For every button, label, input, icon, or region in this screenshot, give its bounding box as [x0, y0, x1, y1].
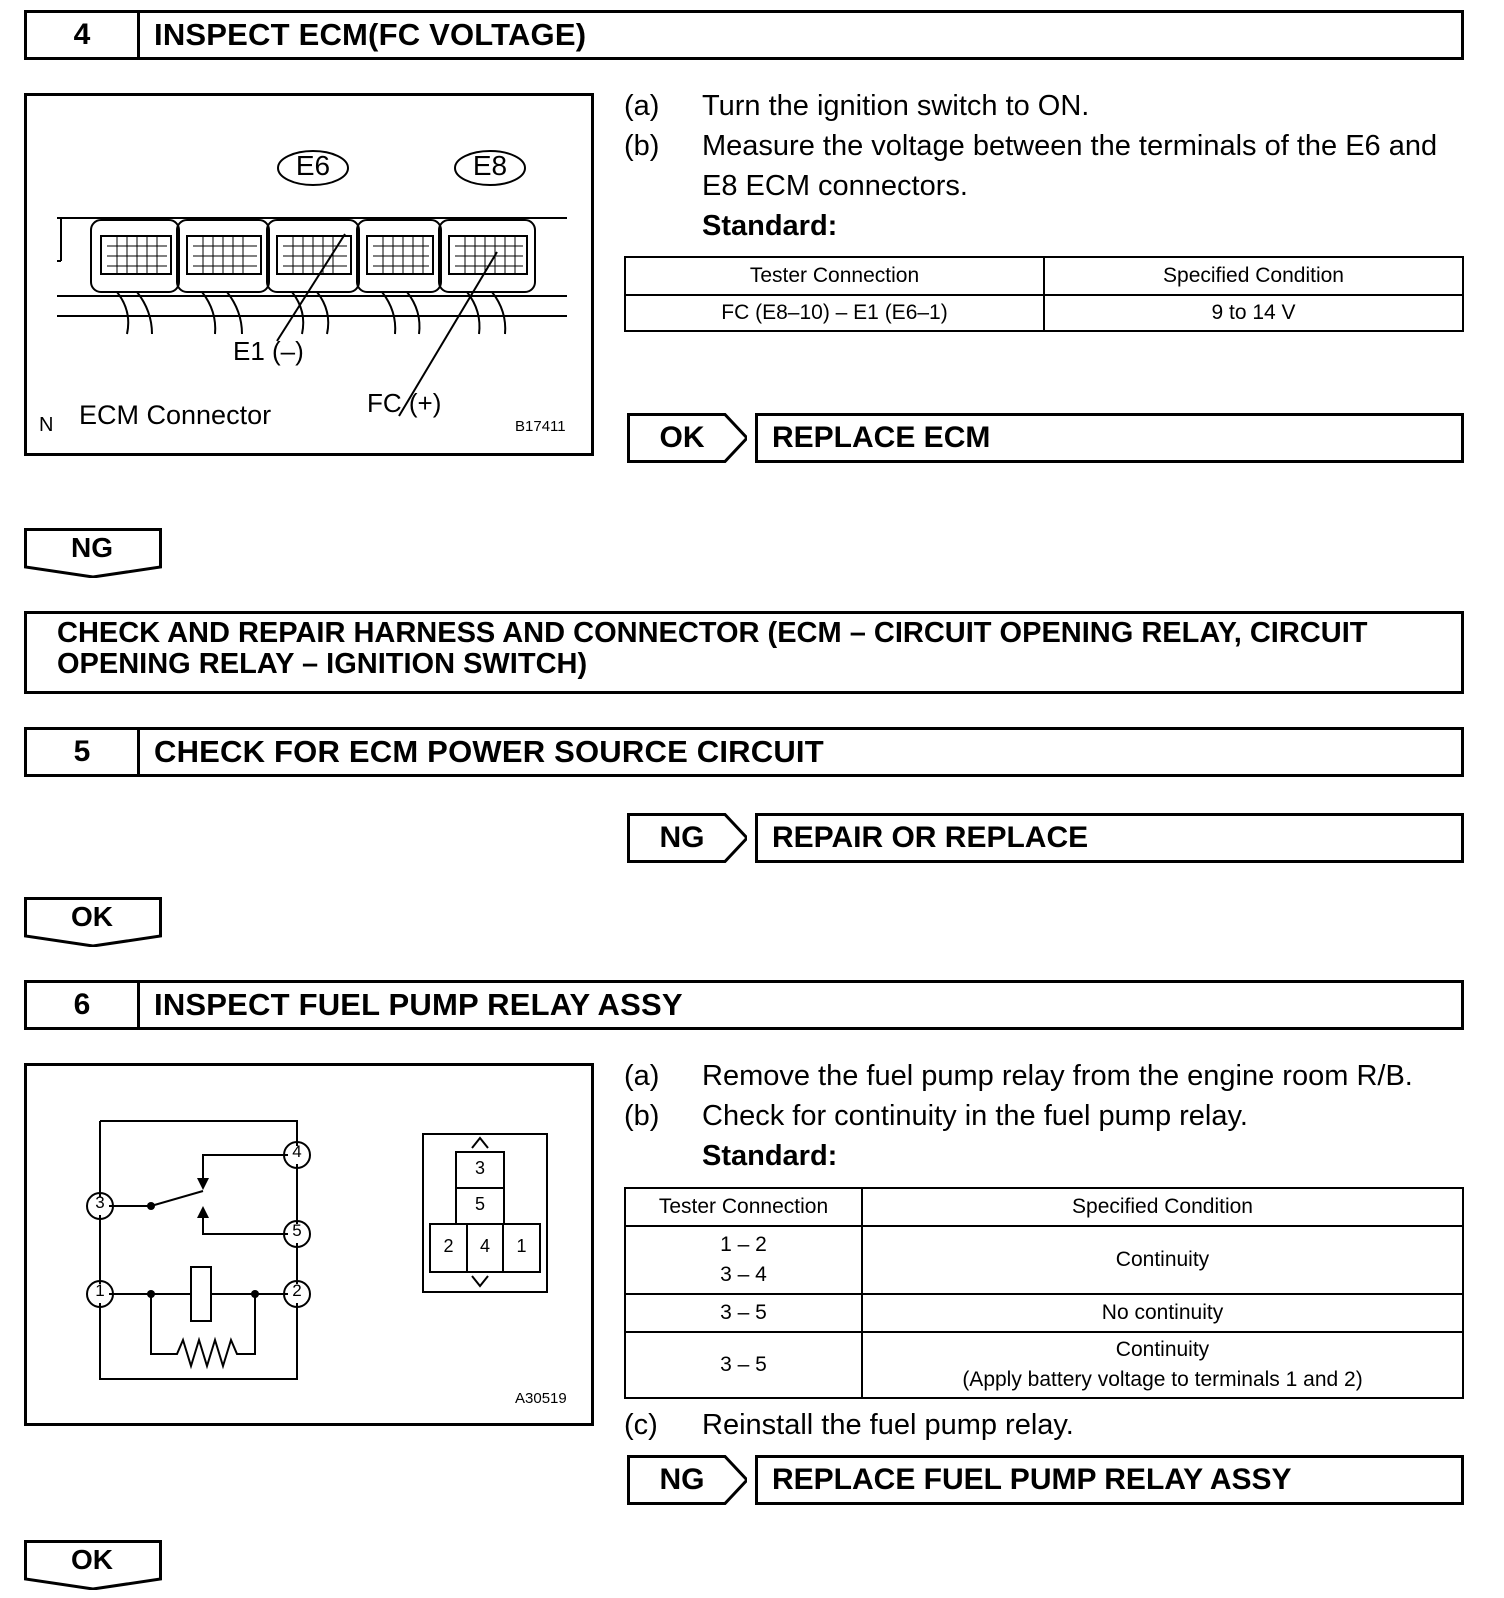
- ng-tag-label: NG: [659, 1463, 705, 1496]
- ng-tag-label: NG: [659, 821, 705, 854]
- standard-label: Standard:: [702, 210, 838, 242]
- relay-pin-label: 3: [474, 1158, 485, 1178]
- instruction-label: (a): [624, 1060, 660, 1092]
- step-number: 6: [27, 983, 140, 1027]
- relay-pin-label: 2: [443, 1236, 454, 1256]
- ecm-connector-figure: [24, 93, 594, 456]
- step-6-header: [24, 980, 1464, 1030]
- relay-pin-label: 5: [474, 1194, 485, 1214]
- figure-id: B17411: [515, 418, 566, 435]
- terminal-4-label: 4: [292, 1142, 302, 1161]
- ng-tag-label: NG: [71, 532, 113, 563]
- step-6-instruction-c: [624, 1405, 1464, 1445]
- cell-line: 1 – 2: [720, 1233, 767, 1256]
- step-title: INSPECT FUEL PUMP RELAY ASSY: [154, 987, 683, 1022]
- step-title: INSPECT ECM(FC VOLTAGE): [154, 17, 587, 52]
- step-6-instructions: [624, 1056, 1464, 1180]
- table-header: Specified Condition: [1044, 257, 1463, 295]
- ok-tag-label: OK: [659, 421, 705, 454]
- figure-id: A30519: [515, 1390, 567, 1407]
- ok-tag-label: OK: [71, 901, 113, 932]
- table-cell: 9 to 14 V: [1044, 295, 1463, 331]
- repair-harness-box: [24, 611, 1464, 694]
- table-header: Specified Condition: [862, 1188, 1463, 1226]
- corner-mark: N: [39, 414, 54, 436]
- step-6-ng-result: [627, 1455, 1464, 1505]
- instruction-text: Turn the ignition switch to ON.: [702, 90, 1090, 122]
- step-4-ok-result: [627, 413, 1464, 463]
- instruction-label: (b): [624, 130, 660, 162]
- step-5-ng-result: [627, 813, 1464, 863]
- table-cell: No continuity: [862, 1294, 1463, 1332]
- step-4-instructions: [624, 86, 1464, 256]
- fuel-pump-relay-figure: [24, 1063, 594, 1426]
- table-header: Tester Connection: [625, 1188, 862, 1226]
- step-6-spec-table: [624, 1187, 1464, 1399]
- instruction-text: Measure the voltage between the terminals of the E6 and: [702, 130, 1438, 162]
- step-4-header: [24, 10, 1464, 60]
- instruction-label: (b): [624, 1100, 660, 1132]
- step-number: 4: [27, 13, 140, 57]
- e1-terminal-label: E1 (–): [233, 336, 304, 366]
- step-title: CHECK FOR ECM POWER SOURCE CIRCUIT: [154, 734, 824, 769]
- ok-tag-label: OK: [71, 1544, 113, 1575]
- terminal-1-label: 1: [95, 1281, 105, 1300]
- table-cell: [862, 1332, 1463, 1398]
- table-cell: [625, 1226, 862, 1294]
- figure-caption: ECM Connector: [79, 400, 272, 430]
- result-action: REPAIR OR REPLACE: [755, 813, 1464, 863]
- step-4-spec-table: [624, 256, 1464, 332]
- relay-pin-label: 4: [479, 1236, 490, 1256]
- step-6-ok-tag: [24, 1540, 164, 1590]
- instruction-label: (c): [624, 1409, 658, 1441]
- table-row: [625, 1226, 1463, 1294]
- table-cell: FC (E8–10) – E1 (E6–1): [625, 295, 1044, 331]
- fc-terminal-label: FC (+): [367, 388, 442, 418]
- standard-label: Standard:: [702, 1140, 838, 1172]
- terminal-3-label: 3: [95, 1193, 105, 1212]
- terminal-2-label: 2: [292, 1281, 302, 1300]
- cell-line: Continuity: [1115, 1338, 1210, 1361]
- cell-line: (Apply battery voltage to terminals 1 and 2): [962, 1368, 1363, 1391]
- table-cell: Continuity: [862, 1226, 1463, 1294]
- terminal-5-label: 5: [292, 1221, 302, 1240]
- connector-e8-label: E8: [472, 150, 508, 181]
- result-action: REPLACE FUEL PUMP RELAY ASSY: [755, 1455, 1464, 1505]
- step-4-ng-tag: [24, 528, 164, 578]
- result-action: REPLACE ECM: [755, 413, 1464, 463]
- step-5-ok-tag: [24, 897, 164, 947]
- repair-line: OPENING RELAY – IGNITION SWITCH): [57, 648, 588, 680]
- instruction-text: Reinstall the fuel pump relay.: [702, 1409, 1074, 1441]
- repair-line: CHECK AND REPAIR HARNESS AND CONNECTOR (ECM – CIRCUIT OPENING RELAY, CIRCUIT: [57, 617, 1368, 649]
- connector-e6-label: E6: [295, 150, 331, 181]
- table-cell: 3 – 5: [625, 1294, 862, 1332]
- table-header: Tester Connection: [625, 257, 1044, 295]
- instruction-label: (a): [624, 90, 660, 122]
- instruction-text: Check for continuity in the fuel pump relay.: [702, 1100, 1248, 1132]
- instruction-text: Remove the fuel pump relay from the engine room R/B.: [702, 1060, 1413, 1092]
- instruction-text: E8 ECM connectors.: [702, 170, 968, 202]
- cell-line: 3 – 4: [720, 1263, 767, 1286]
- table-row: [625, 1332, 1463, 1398]
- step-number: 5: [27, 730, 140, 774]
- table-row: [625, 295, 1463, 331]
- step-5-header: [24, 727, 1464, 777]
- relay-pin-label: 1: [516, 1236, 527, 1256]
- table-row: [625, 1294, 1463, 1332]
- table-cell: 3 – 5: [625, 1332, 862, 1398]
